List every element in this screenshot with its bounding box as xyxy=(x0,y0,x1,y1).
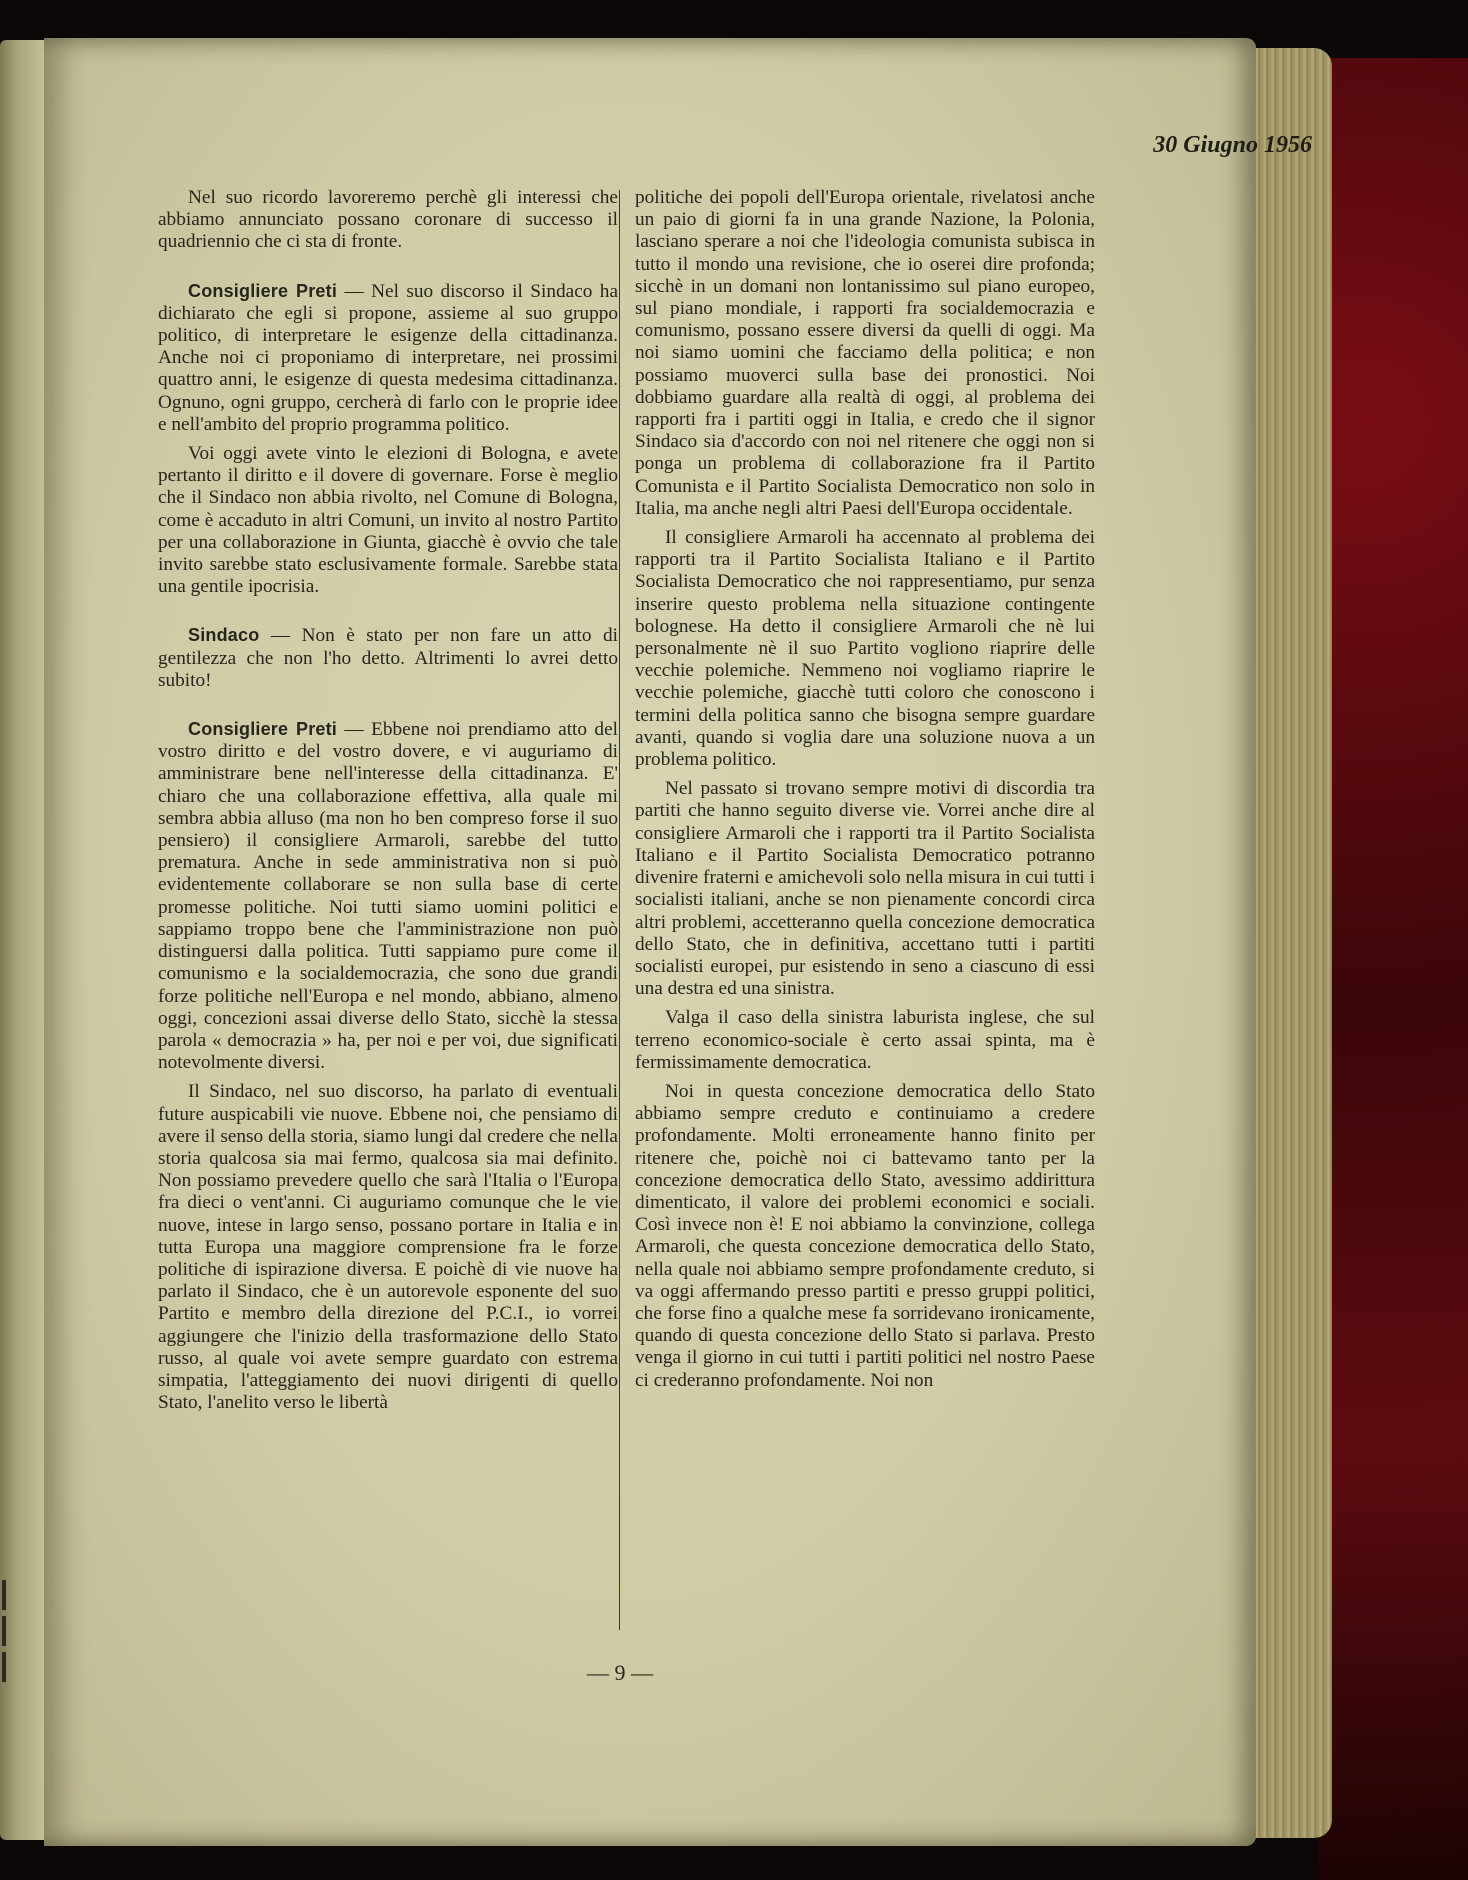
column-divider xyxy=(619,190,620,1630)
right-text-column xyxy=(635,186,1095,1398)
previous-page-edge xyxy=(0,40,44,1840)
paragraph-text: Il consigliere Armaroli ha accennato al problema dei rapporti tra il Partito Socialista Italiano e il Partito Socialista Democratico che noi rappresentiamo, pur senza inserire questo problema nella situazione contingente bolognese. Ha detto il consigliere Armaroli che nè lui personalmente nè il suo Partito vogliono riaprire delle vecchie polemiche. Nemmeno noi vogliamo riaprire le vecchie polemiche, giacchè tutti coloro che conoscono i termini della politica sanno che bisogna sempre guardare avanti, quando si voglia dare una soluzione nuova a un problema politico. xyxy=(635,527,1095,771)
paragraph xyxy=(158,1080,618,1414)
paragraph xyxy=(635,1080,1095,1392)
paragraph-text: Noi in questa concezione democratica dello Stato abbiamo sempre creduto e continuiamo a credere profondamente. Molti erroneamente hanno finito per ritenere che, poichè noi ci battevamo tanto per la concezione democratica dello Stato, avessimo addirittura dimenticato, il valore dei problemi economici e sociali. Così invece non è! E noi abbiamo la convinzione, collega Armaroli, che questa concezione democratica dello Stato, nella quale noi abbiamo sempre profondamente creduto, si va oggi affermando presso partiti e presso gruppi politici, che forse fino a qualche mese fa sorridevano ironicamente, quando di questa concezione dello Stato si parlava. Presto venga il giorno in cui tutti i partiti politici nel nostro Paese ci crederanno profondamente. Noi non xyxy=(635,1080,1095,1391)
previous-page-text-fragments xyxy=(2,1580,16,1688)
paragraph-text: Voi oggi avete vinto le elezioni di Bologna, e avete pertanto il diritto e il dovere di governare. Forse è meglio che il Sindaco non abbia rivolto, nel Comune di Bologna, come è accaduto in altri Comuni, un invito al nostro Partito per una collaborazione in Giunta, giacchè è ovvio che tale invito sarebbe stato esclusivamente formale. Sarebbe stata una gentile ipocrisia. xyxy=(158,443,618,598)
page-date-header: 30 Giugno 1956 xyxy=(1153,132,1312,158)
paragraph-text: — Non è stato per non fare un atto di gentilezza che non l'ho detto. Altrimenti lo avrei detto subito! xyxy=(158,625,618,691)
speaker-label: Consigliere Preti xyxy=(188,280,338,301)
speaker-label: Consigliere Preti xyxy=(188,719,338,740)
paragraph xyxy=(635,186,1095,520)
paragraph xyxy=(635,1006,1095,1074)
paragraph xyxy=(158,186,618,254)
paragraph-text: Nel suo ricordo lavoreremo perchè gli interessi che abbiamo annunciato possano coronare di successo il quadriennio che ci sta di fronte. xyxy=(158,187,618,253)
paragraph xyxy=(158,624,618,692)
paragraph-text: — Ebbene noi prendiamo atto del vostro diritto e del vostro dovere, e vi auguriamo di amministrare bene nell'interesse della cittadinanza. E' chiaro che una collaborazione effettiva, alla quale mi sembra abbia alluso (ma non ho ben compreso forse il suo pensiero) il consigliere Armaroli, sarebbe del tutto prematura. Anche in sede amministrativa non si può evidentemente collaborare se non sulla base di certe promesse politiche. Noi tutti siamo uomini politici e sappiamo troppo bene che l'amministrazione non può distinguersi dalla politica. Tutti sappiamo pure come il comunismo e la socialdemocrazia, che sono due grandi forze politiche nell'Europa e nel mondo, abbiano, almeno oggi, concezioni assai diverse dello Stato, sicchè la stessa parola « democrazia » ha, per noi e per voi, due significati notevolmente diversi. xyxy=(158,719,618,1074)
paragraph xyxy=(635,777,1095,1000)
paragraph-text: Valga il caso della sinistra laburista inglese, che sul terreno economico-sociale è certo assai spinta, ma è fermissimamente democratica. xyxy=(635,1007,1095,1073)
paragraph xyxy=(158,442,618,598)
paragraph xyxy=(635,526,1095,771)
paragraph-text: politiche dei popoli dell'Europa orientale, rivelatosi anche un paio di giorni fa in una grande Nazione, la Polonia, lasciano sperare a noi che l'ideologia comunista subisca in tutto il mondo una revisione, che io oserei dire profonda; sicchè in un domani non lontanissimo sul piano europeo, sul piano mondiale, i rapporti fra socialdemocrazia e comunismo, possano essere diversi da quelli di oggi. Ma noi siamo uomini che facciamo della politica; e non possiamo muoverci sulla base dei pronostici. Noi dobbiamo guardare alla realtà di oggi, al problema dei rapporti fra i partiti oggi in Italia, e credo che il signor Sindaco sia d'accordo con noi nel ritenere che oggi non si ponga un problema di collaborazione fra il Partito Comunista e il Partito Socialista Democratico non solo in Italia, ma anche negli altri Paesi dell'Europa occidentale. xyxy=(635,187,1095,519)
book-cover xyxy=(1318,58,1468,1880)
page-number: — 9 — xyxy=(587,1660,653,1685)
page-stack-edge xyxy=(1246,48,1332,1838)
paragraph-text: — Nel suo discorso il Sindaco ha dichiarato che egli si propone, assieme al suo gruppo politico, di interpretare le esigenze della cittadinanza. Anche noi ci proponiamo di interpretare, nei prossimi quattro anni, le esigenze di questa medesima cittadinanza. Ognuno, ogni gruppo, cercherà di farlo con le proprie idee e nell'ambito del proprio programma politico. xyxy=(158,280,619,435)
paragraph-text: Nel passato si trovano sempre motivi di discordia tra partiti che hanno seguito diverse vie. Vorrei anche dire al consigliere Armaroli che i rapporti tra il Partito Socialista Italiano e il Partito Socialista Democratico potranno divenire fraterni e amichevoli solo nella misura in cui tutti i socialisti italiani, anche se non pienamente concordi circa altri problemi, accetteranno quella concezione democratica dello Stato, che in definitiva, accettano tutti i partiti socialisti europei, pur esistendo in seno a ciascuno di essi una destra ed una sinistra. xyxy=(635,778,1095,1000)
paragraph-text: Il Sindaco, nel suo discorso, ha parlato di eventuali future auspicabili vie nuove. Ebbene noi, che pensiamo di avere il senso della storia, siamo lungi dal credere che nella storia qualcosa sia mai fermo, qualcosa sia mai definito. Non possiamo prevedere quello che sarà l'Italia o l'Europa fra dieci o vent'anni. Ci auguriamo comunque che le vie nuove, intese in largo senso, possano portare in Italia e in tutta Europa una maggiore comprensione fra le forze politiche di ispirazione diversa. E poichè di vie nuove ha parlato il Sindaco, che è un autorevole esponente del suo Partito e membro della direzione del P.C.I., io vorrei aggiungere che l'inizio della trasformazione dello Stato russo, al quale voi avete sempre guardato con estrema simpatia, l'atteggiamento dei nuovi dirigenti di quello Stato, l'anelito verso le libertà xyxy=(158,1081,618,1414)
paragraph xyxy=(158,718,618,1074)
paragraph xyxy=(158,280,618,436)
speaker-label: Sindaco xyxy=(188,625,260,646)
left-text-column xyxy=(158,186,618,1420)
